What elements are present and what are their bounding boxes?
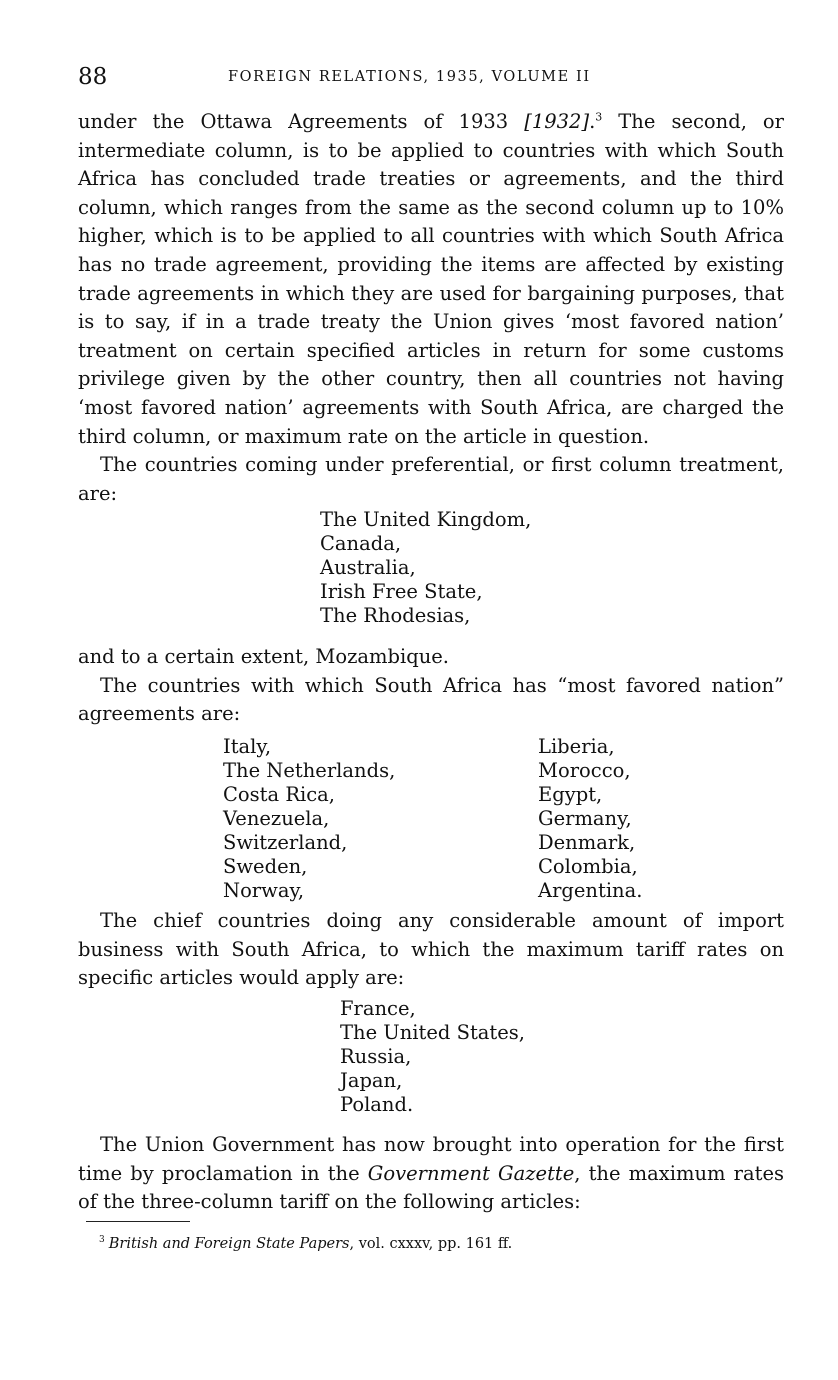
gazette-title: Government Gazette: [367, 1161, 575, 1185]
body-text: [78, 108, 784, 508]
list-item: The Rhodesias,: [320, 604, 471, 627]
list-item: The United States,: [340, 1021, 525, 1044]
paragraph-4: The countries with which South Africa has “most favored nation” agreements are:: [78, 673, 784, 726]
list-item: Switzerland,: [223, 831, 348, 854]
list-item: Canada,: [320, 532, 402, 555]
footnote: [99, 1235, 512, 1253]
footnote-reference[interactable]: 3: [595, 110, 603, 124]
list-item: Russia,: [340, 1045, 412, 1068]
list-item: Australia,: [320, 556, 416, 579]
p1-period: .: [589, 110, 596, 133]
footnote-mark: 3: [99, 1235, 105, 1246]
page-header: [78, 64, 784, 92]
text-after-mfn: [78, 907, 784, 993]
paragraph-6: [78, 1131, 784, 1217]
mfn-countries-list-left: [223, 735, 395, 903]
maximum-tariff-countries-list: [340, 997, 525, 1117]
list-item: Denmark,: [538, 831, 636, 854]
paragraph-1: [78, 108, 784, 451]
list-item: Sweden,: [223, 855, 308, 878]
list-item: The United Kingdom,: [320, 508, 532, 531]
p6-text-end: , the maximum rates of the three-column tariff on the following articles:: [78, 1161, 784, 1214]
list-item: Germany,: [538, 807, 632, 830]
list-item: Poland.: [340, 1093, 414, 1116]
paragraph-2: The countries coming under preferential, or first column treatment, are:: [78, 453, 784, 505]
list-item: Italy,: [223, 735, 272, 758]
p6-text-start: The Union Government has now brought into operation for the first time by proclamation in the: [78, 1133, 784, 1185]
list-item: The Netherlands,: [223, 759, 396, 782]
running-head: FOREIGN RELATIONS, 1935, VOLUME II: [228, 69, 591, 85]
footnote-source-title: British and Foreign State Papers: [108, 1236, 350, 1252]
list-item: Liberia,: [538, 735, 615, 758]
footnote-citation: , vol. cxxxv, pp. 161 ff.: [349, 1236, 513, 1252]
p1-text-end: The second, or intermediate column, is to be applied to countries with which South Africa has concluded trade treaties or agreements, and the third column, which ranges from the same as the second column up to 10% higher, which is to be applied to all countries with which South Africa has no trade agreement, providing the items are affected by existing trade agreements in which they are used for bargaining purposes, that is to say, if in a trade treaty the Union gives ‘most favored nation’ treatment on certain specified articles in return for some customs privilege given by the other country, then all countries not having ‘most favored nation’ agreements with South Africa, are charged the third column, or maximum rate on the article in question.: [78, 110, 784, 448]
text-after-preferential: [78, 643, 784, 729]
text-after-maximum: [78, 1131, 784, 1217]
list-item: France,: [340, 997, 416, 1020]
page-number: 88: [78, 64, 108, 90]
paragraph-5: The chief countries doing any considerable amount of import business with South Africa, to which the maximum tariff rates on specific articles would apply are:: [78, 909, 784, 990]
p1-text-start: under the Ottawa Agreements of 1933: [78, 110, 525, 133]
mfn-countries-list-right: [538, 735, 642, 903]
list-item: Costa Rica,: [223, 783, 335, 806]
corrected-year: [1932]: [524, 110, 590, 133]
footnote-divider: [86, 1221, 190, 1222]
paragraph-3: and to a certain extent, Mozambique.: [78, 645, 450, 668]
list-item: Venezuela,: [223, 807, 330, 830]
preferential-countries-list: [320, 508, 531, 628]
list-item: Colombia,: [538, 855, 638, 878]
list-item: Japan,: [340, 1069, 403, 1092]
list-item: Norway,: [223, 879, 305, 902]
list-item: Irish Free State,: [320, 580, 483, 603]
list-item: Argentina.: [538, 879, 643, 902]
list-item: Morocco,: [538, 759, 631, 782]
list-item: Egypt,: [538, 783, 603, 806]
